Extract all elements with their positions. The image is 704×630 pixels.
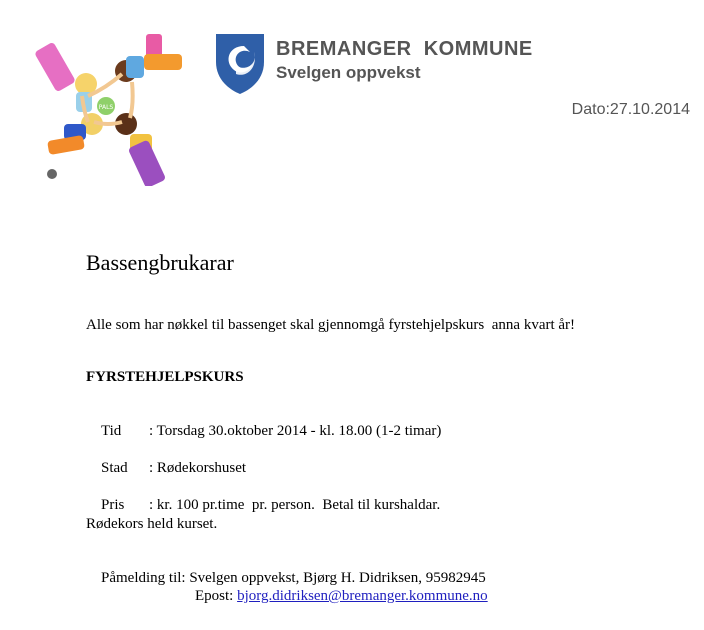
pals-logo [26, 26, 186, 186]
intro-paragraph: Alle som har nøkkel til bassenget skal gjennomgå fyrstehjelpskurs anna kvart år! [86, 317, 576, 333]
detail-value: : Torsdag 30.oktober 2014 - kl. 18.00 (1-2 timar) [149, 423, 442, 439]
bremanger-crest-icon [214, 32, 266, 96]
course-heading: FYRSTEHJELPSKURS [86, 369, 244, 385]
document-title: Bassengbrukarar [86, 250, 234, 275]
child-figure-purple [115, 113, 166, 186]
child-figure-orange-blue [115, 34, 182, 82]
signup-label: Påmelding til: [101, 570, 186, 586]
email-label: Epost: [195, 588, 234, 604]
child-figure-pink [34, 42, 97, 112]
detail-value: : Rødekorshuset [149, 460, 247, 476]
organization-unit: Svelgen oppvekst [276, 63, 421, 82]
email-row [180, 571, 488, 622]
detail-label: Tid [101, 423, 122, 439]
organizer-note: Rødekors held kurset. [86, 516, 218, 532]
signup-value: Svelgen oppvekst, Bjørg H. Didriksen, 95982945 [189, 570, 486, 586]
detail-label: Stad [101, 460, 128, 476]
organization-header [276, 37, 533, 84]
detail-label: Pris [101, 497, 125, 513]
organization-name: BREMANGER KOMMUNE [276, 38, 533, 60]
document-date: Dato:27.10.2014 [571, 101, 690, 118]
logo-center-label: PALS [98, 104, 114, 111]
email-link[interactable]: bjorg.didriksen@bremanger.kommune.no [237, 588, 488, 604]
detail-value: : kr. 100 pr.time pr. person. Betal til kurshaldar. [149, 497, 441, 513]
